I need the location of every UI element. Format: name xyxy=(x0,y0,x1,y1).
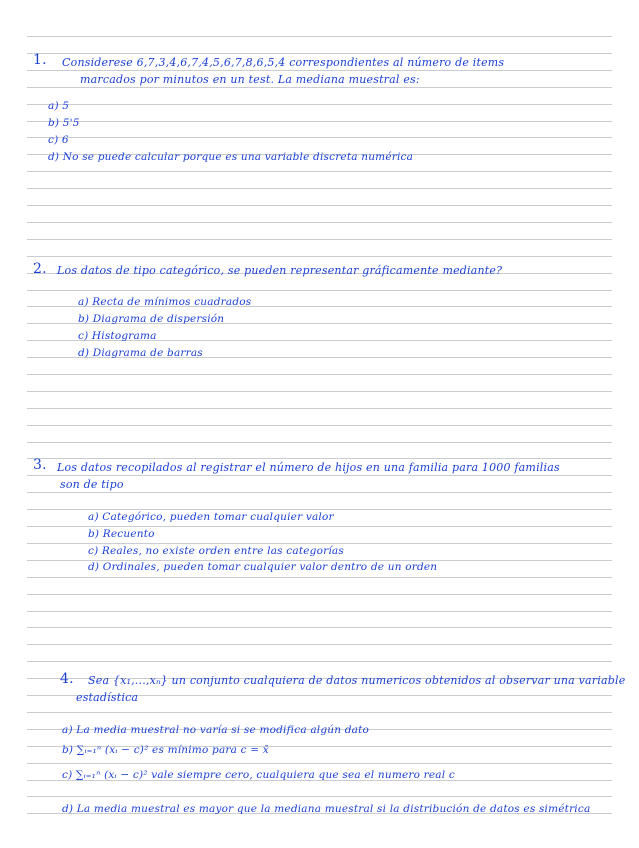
ruled-line xyxy=(27,796,612,797)
question-3-option-a: a) Categórico, pueden tomar cualquier valor xyxy=(88,511,334,523)
question-2-text-line-1: Los datos de tipo categórico, se pueden representar gráficamente mediante? xyxy=(57,264,503,277)
question-4-option-c: c) ∑ᵢ₌₁ⁿ (xᵢ − c)² vale siempre cero, cualquiera que sea el numero real c xyxy=(62,769,455,781)
question-4-option-a: a) La media muestral no varía si se modifica algún dato xyxy=(62,724,370,736)
ruled-line xyxy=(27,70,612,71)
ruled-line xyxy=(27,121,612,122)
ruled-line xyxy=(27,256,612,257)
ruled-line xyxy=(27,391,612,392)
ruled-line xyxy=(27,594,612,595)
question-1-text-line-2: marcados por minutos en un test. La mediana muestral es: xyxy=(80,73,420,86)
ruled-line xyxy=(27,526,612,527)
question-2-option-c: c) Histograma xyxy=(78,330,157,342)
question-4-option-b: b) ∑ᵢ₌₁ⁿ (xᵢ − c)² es mínimo para c = x̄ xyxy=(62,744,269,756)
ruled-line xyxy=(27,577,612,578)
question-4-text-line-1: Sea {x₁,...,xₙ} un conjunto cualquiera de datos numericos obtenidos al observar una variable xyxy=(88,674,626,687)
ruled-line xyxy=(27,239,612,240)
question-1-option-a: a) 5 xyxy=(48,100,70,112)
ruled-line xyxy=(27,36,612,37)
question-4-number: 4. xyxy=(60,671,74,687)
ruled-line xyxy=(27,611,612,612)
ruled-line xyxy=(27,475,612,476)
question-1-number: 1. xyxy=(33,52,47,68)
question-2-option-b: b) Diagrama de dispersión xyxy=(78,313,225,325)
question-3-number: 3. xyxy=(33,457,47,473)
ruled-line xyxy=(27,104,612,105)
ruled-line xyxy=(27,137,612,138)
question-4-option-d: d) La media muestral es mayor que la mediana muestral si la distribución de datos es simétrica xyxy=(62,803,591,815)
ruled-line xyxy=(27,458,612,459)
ruled-line xyxy=(27,661,612,662)
question-3-option-b: b) Recuento xyxy=(88,528,155,540)
question-1-text-line-1: Considerese 6,7,3,4,6,7,4,5,6,7,8,6,5,4 correspondientes al número de items xyxy=(62,56,505,69)
question-2-option-a: a) Recta de mínimos cuadrados xyxy=(78,296,252,308)
question-3-text-line-1: Los datos recopilados al registrar el número de hijos en una familia para 1000 familias xyxy=(57,461,560,474)
ruled-line xyxy=(27,492,612,493)
question-2-number: 2. xyxy=(33,261,47,277)
question-1-option-c: c) 6 xyxy=(48,134,69,146)
ruled-line xyxy=(27,222,612,223)
ruled-line xyxy=(27,425,612,426)
ruled-line xyxy=(27,53,612,54)
question-3-option-c: c) Reales, no existe orden entre las categorías xyxy=(88,545,344,557)
ruled-line xyxy=(27,205,612,206)
ruled-line xyxy=(27,644,612,645)
ruled-line xyxy=(27,374,612,375)
ruled-line xyxy=(27,712,612,713)
ruled-line xyxy=(27,171,612,172)
question-2-option-d: d) Diagrama de barras xyxy=(78,347,203,359)
ruled-line xyxy=(27,543,612,544)
ruled-line xyxy=(27,627,612,628)
ruled-line xyxy=(27,763,612,764)
ruled-line xyxy=(27,509,612,510)
question-4-text-line-2: estadística xyxy=(76,691,139,704)
ruled-line xyxy=(27,188,612,189)
ruled-line xyxy=(27,442,612,443)
ruled-line xyxy=(27,408,612,409)
question-1-option-d: d) No se puede calcular porque es una variable discreta numérica xyxy=(48,151,414,163)
ruled-line xyxy=(27,290,612,291)
question-3-option-d: d) Ordinales, pueden tomar cualquier valor dentro de un orden xyxy=(88,561,438,573)
question-1-option-b: b) 5'5 xyxy=(48,117,80,129)
ruled-line xyxy=(27,87,612,88)
question-3-text-line-2: son de tipo xyxy=(60,478,124,491)
